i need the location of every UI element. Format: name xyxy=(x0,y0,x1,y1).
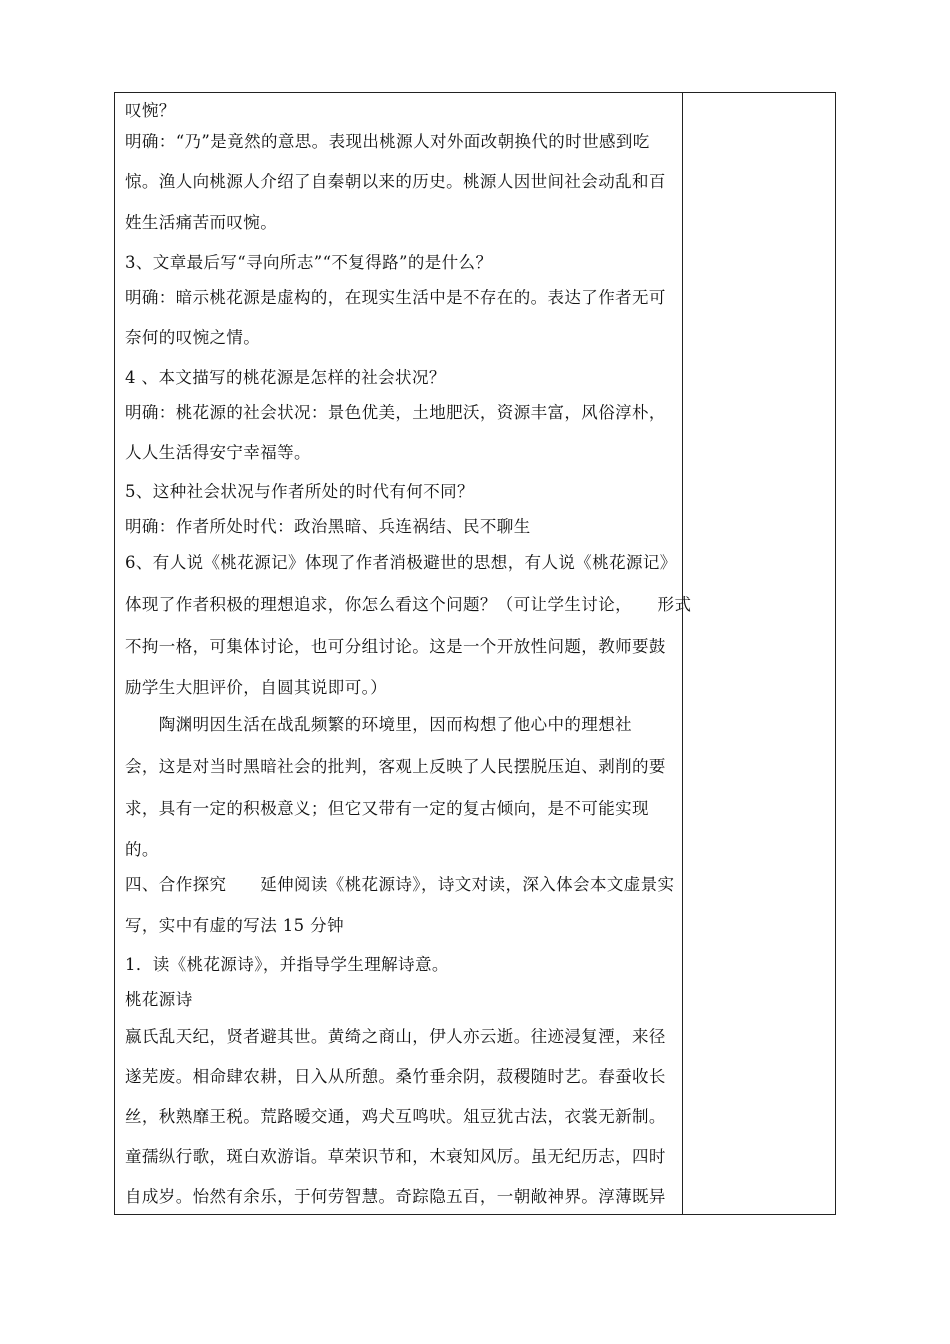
text-line: 5、这种社会状况与作者所处的时代有何不同？ xyxy=(125,482,474,501)
text-line: 嬴氏乱天纪，贤者避其世。黄绮之商山，伊人亦云逝。往迹浸复湮，来径 xyxy=(125,1027,666,1046)
text-line: 的。 xyxy=(125,840,159,859)
text-line: 姓生活痛苦而叹惋。 xyxy=(125,213,278,232)
text-line: 不拘一格，可集体讨论，也可分组讨论。这是一个开放性问题，教师要鼓 xyxy=(125,637,666,656)
text-line: 叹惋？ xyxy=(125,101,176,120)
text-line: 童孺纵行歌，斑白欢游诣。草荣识节和，木衰知风厉。虽无纪历志，四时 xyxy=(125,1147,666,1166)
text-line: 3、文章最后写“寻向所志”“不复得路”的是什么？ xyxy=(125,253,493,272)
lesson-table xyxy=(114,92,836,1215)
text-line: 6、有人说《桃花源记》体现了作者消极避世的思想，有人说《桃花源记》 xyxy=(125,553,677,572)
text-line: 会，这是对当时黑暗社会的批判，客观上反映了人民摆脱压迫、剥削的要 xyxy=(125,757,666,776)
text-line: 人人生活得安宁幸福等。 xyxy=(125,443,311,462)
text-line: 丝，秋熟靡王税。荒路暧交通，鸡犬互鸣吠。俎豆犹古法，衣裳无新制。 xyxy=(125,1107,666,1126)
text-line: 惊。渔人向桃源人介绍了自秦朝以来的历史。桃源人因世间社会动乱和百 xyxy=(125,172,666,191)
text-line: 遂芜废。相命肆农耕，日入从所憩。桑竹垂余阴，菽稷随时艺。春蚕收长 xyxy=(125,1067,666,1086)
text-line: 明确：“乃”是竟然的意思。表现出桃源人对外面改朝换代的时世感到吃 xyxy=(125,132,650,151)
text-line: 写，实中有虚的写法 15 分钟 xyxy=(125,916,344,935)
text-line: 奈何的叹惋之情。 xyxy=(125,328,261,347)
text-line: 四、合作探究 延伸阅读《桃花源诗》，诗文对读，深入体会本文虚景实 xyxy=(125,875,675,894)
text-line: 明确：暗示桃花源是虚构的，在现实生活中是不存在的。表达了作者无可 xyxy=(125,288,666,307)
text-line: 4 、本文描写的桃花源是怎样的社会状况？ xyxy=(125,368,446,387)
text-line: 陶渊明因生活在战乱频繁的环境里，因而构想了他心中的理想社 xyxy=(125,715,632,734)
text-line: 明确：作者所处时代：政治黑暗、兵连祸结、民不聊生 xyxy=(125,517,531,536)
text-line: 自成岁。怡然有余乐，于何劳智慧。奇踪隐五百，一朝敞神界。淳薄既异 xyxy=(125,1187,666,1206)
text-line: 桃花源诗 xyxy=(125,990,193,1009)
text-line: 明确：桃花源的社会状况：景色优美，土地肥沃，资源丰富，风俗淳朴， xyxy=(125,403,666,422)
text-line: 求，具有一定的积极意义；但它又带有一定的复古倾向，是不可能实现 xyxy=(125,799,649,818)
text-line: 励学生大胆评价，自圆其说即可。） xyxy=(125,678,388,697)
column-divider xyxy=(682,93,683,1214)
text-line: 1．读《桃花源诗》，并指导学生理解诗意。 xyxy=(125,955,449,974)
text-line: 体现了作者积极的理想追求，你怎么看这个问题？（可让学生讨论， 形式 xyxy=(125,595,692,614)
